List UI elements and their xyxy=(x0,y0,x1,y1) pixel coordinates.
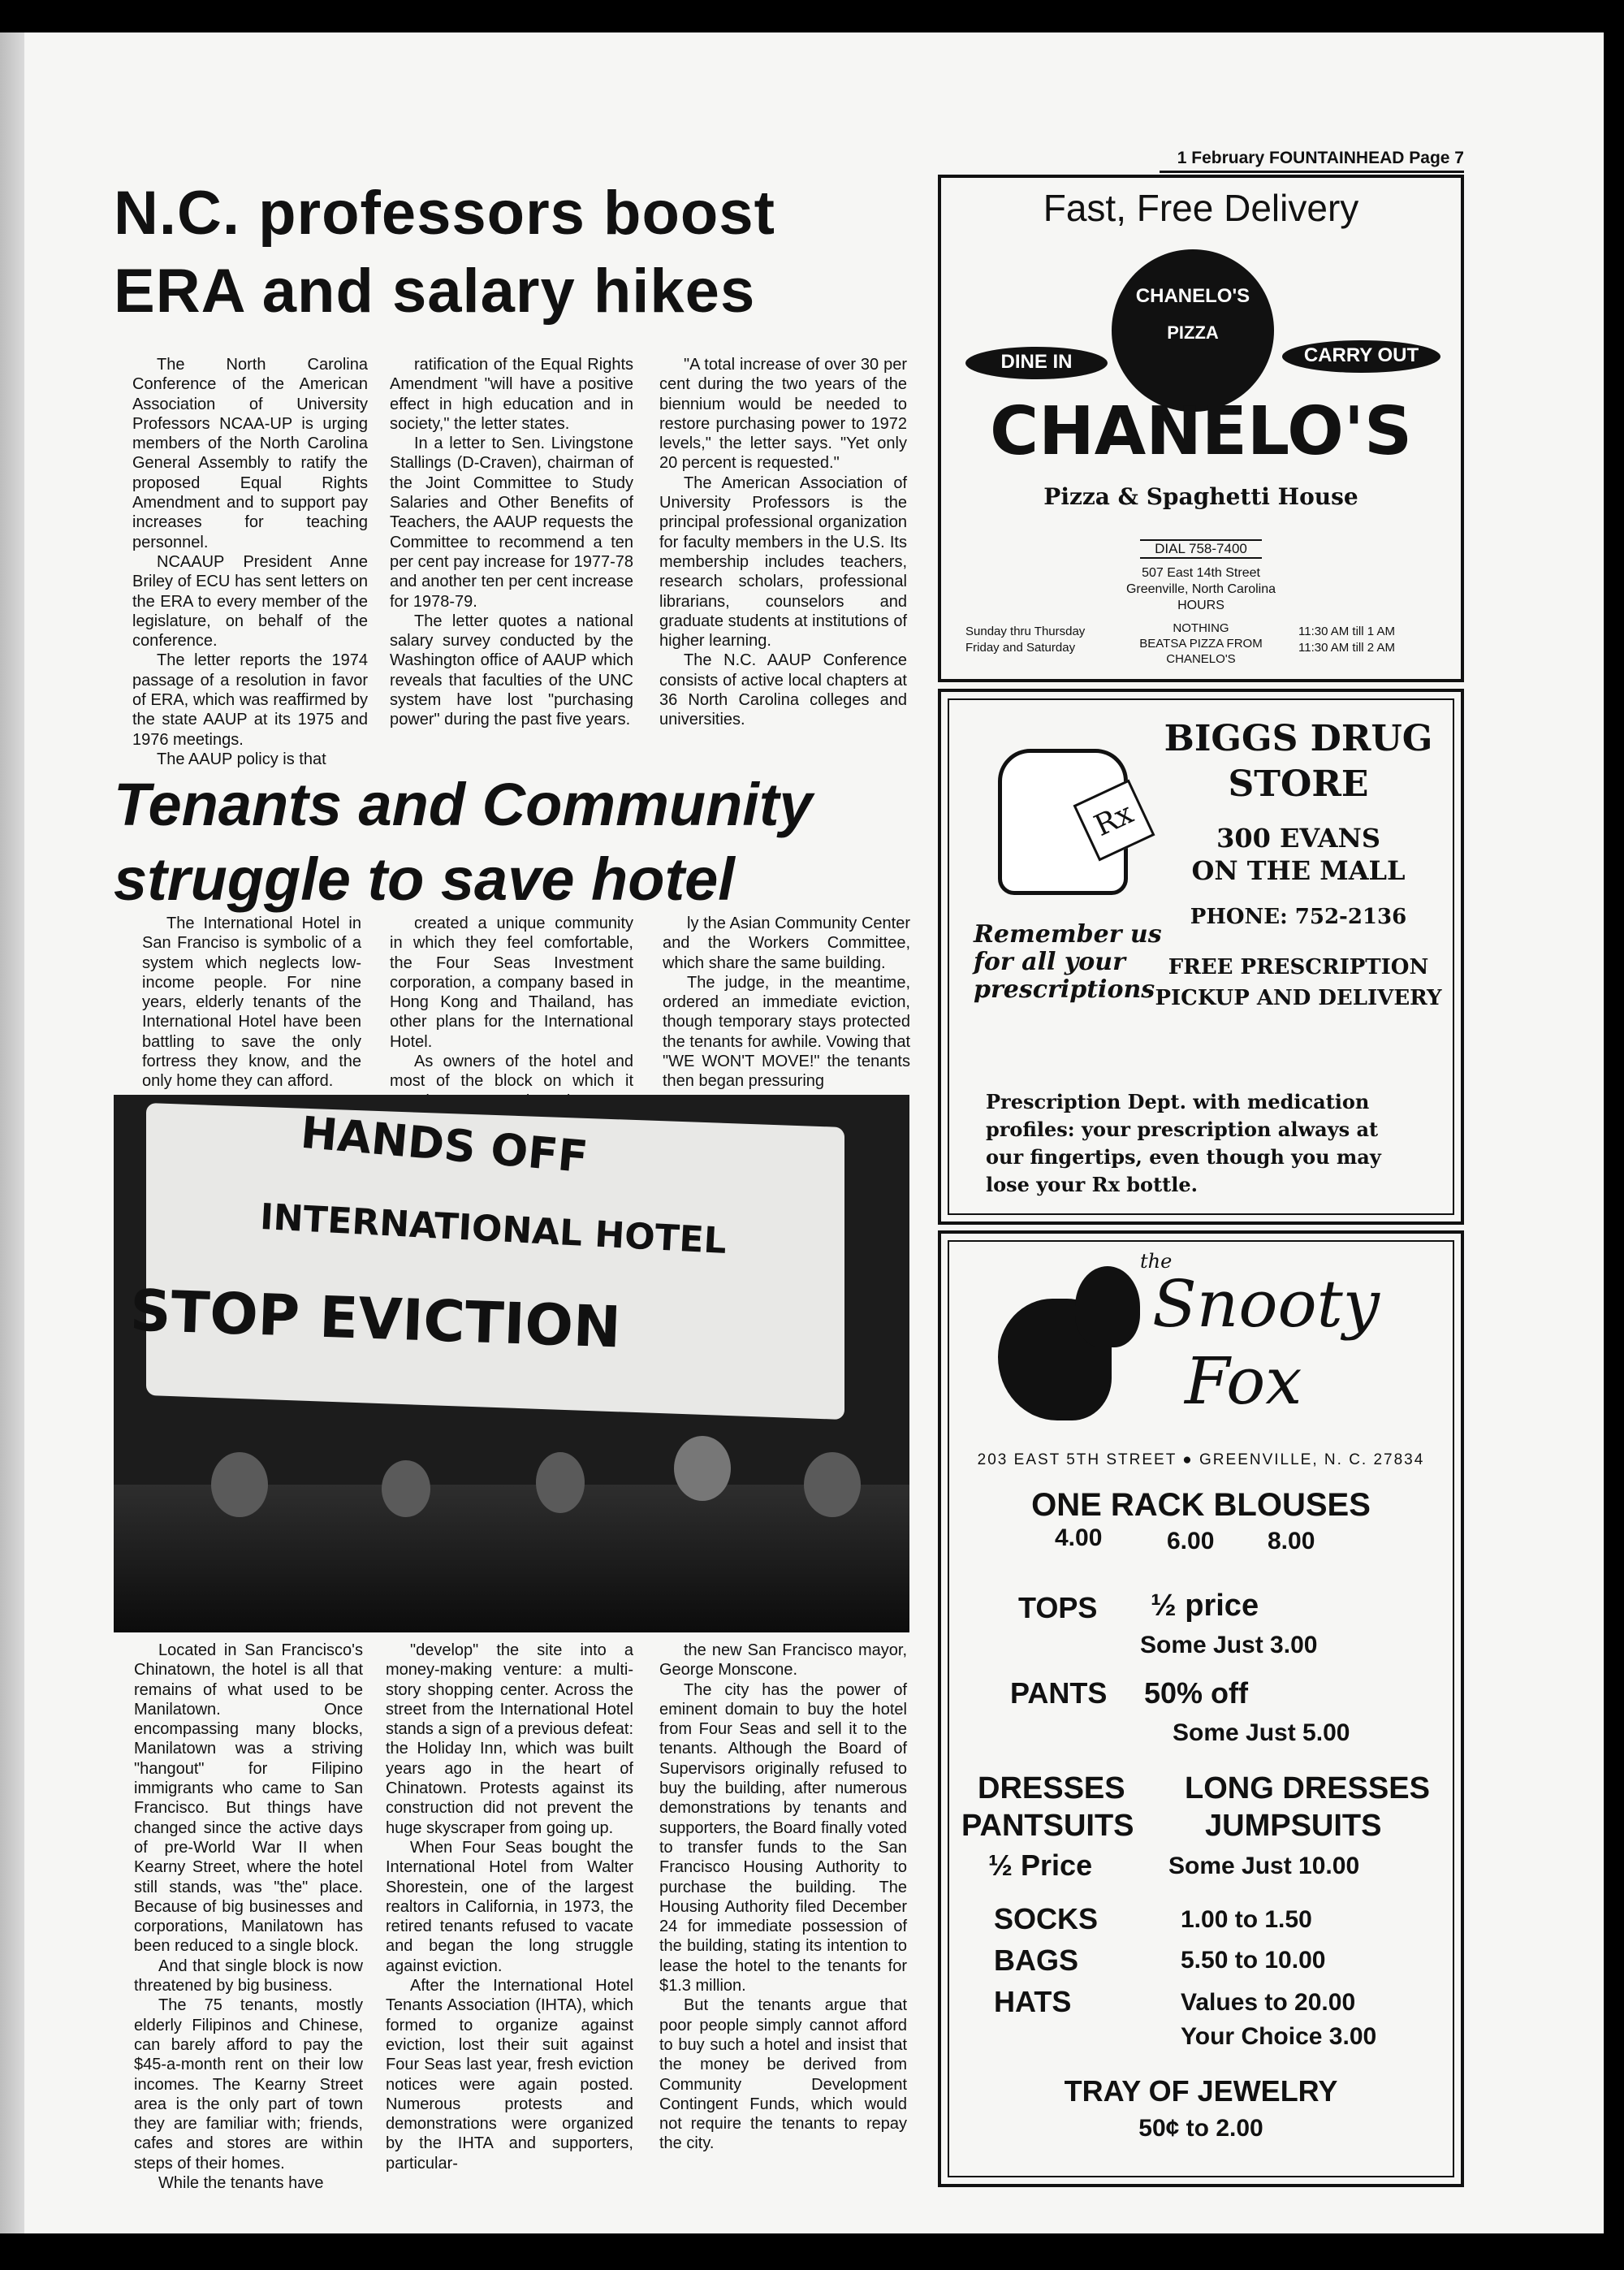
fox-hats: HATS xyxy=(994,1985,1072,2018)
chanelos-nothing: NOTHING xyxy=(1173,621,1229,635)
fox-price1: 4.00 xyxy=(1055,1524,1103,1551)
fox-pants-some: Some Just 5.00 xyxy=(1173,1719,1350,1746)
fox-choice: Your Choice 3.00 xyxy=(1181,2023,1377,2050)
story1-headline-line1: N.C. professors boost xyxy=(114,179,775,248)
fox-address: 203 EAST 5TH STREET ● GREENVILLE, N. C. 27834 xyxy=(977,1451,1425,1468)
chanelos-address2: Greenville, North Carolina xyxy=(1125,582,1276,596)
fox-pants: PANTS xyxy=(1010,1676,1108,1710)
crowd-head xyxy=(211,1452,268,1517)
fox-jumpsuits: JUMPSUITS xyxy=(1205,1809,1382,1843)
biggs-phone: PHONE: 752-2136 xyxy=(1190,905,1407,929)
carry-out-label: CARRY OUT xyxy=(1303,344,1419,366)
story1-headline-line2: ERA and salary hikes xyxy=(114,257,756,326)
fox-pants-off: 50% off xyxy=(1144,1676,1249,1710)
biggs-drug-ad xyxy=(938,689,1464,1225)
fox-price3: 8.00 xyxy=(1268,1528,1315,1554)
fox-dresses: DRESSES xyxy=(978,1771,1125,1805)
fox-name-snooty: Snooty xyxy=(1152,1266,1380,1342)
fox-head-icon xyxy=(1075,1266,1140,1347)
fox-bags-price: 5.50 to 10.00 xyxy=(1181,1947,1326,1974)
chanelos-time1: 11:30 AM till 1 AM xyxy=(1298,625,1395,638)
dine-in-label: DINE IN xyxy=(1000,351,1073,373)
fox-half-price: ½ Price xyxy=(988,1848,1093,1882)
chanelos-hours: HOURS xyxy=(1177,599,1224,612)
fox-price2: 6.00 xyxy=(1167,1528,1215,1554)
fox-long-dresses: LONG DRESSES xyxy=(1185,1771,1430,1805)
chanelos-address1: 507 East 14th Street xyxy=(1142,566,1260,580)
chanelos-days1: Sunday thru Thursday xyxy=(965,625,1086,638)
chanelos-name: CHANELO'S xyxy=(989,393,1413,470)
chanelos-beats: BEATSA PIZZA FROM xyxy=(1139,637,1263,651)
fox-hats-price: Values to 20.00 xyxy=(1181,1989,1356,2016)
fox-the: the xyxy=(1140,1250,1173,1273)
story2-top-col2: created a unique community in which they feel comfortable, the Four Seas Investment corporation, a company based in Hong Kong and Thailand, has other plans for the International Hotel. As owners of the hotel and most of the block on which it xyxy=(390,914,633,1091)
chanelos-days2: Friday and Saturday xyxy=(965,641,1076,655)
story2-bot-col2: "develop" the site into a money-making venture: a multi-story shopping center. Across the street from the International Hotel stands a sign of a previous defeat: the Holiday Inn, which was built years ago in the heart of Chinatown. Protests against its construction did not prevent the huge skyscraper from going up. When Four Seas bought the International Hotel from Walter Shorestein, one of the largest realtors in California, in 1973, the retired tenants refused to vacate and began the long struggle against eviction. After the International Hotel Tenants Association (IHTA), which formed to organize against eviction, lost their suit against Four Seas last year, fresh eviction notices were again posted. Numerous protests and demonstrations were organized by the IHTA and supporters, particular- xyxy=(386,1641,633,2173)
chanelos-from: CHANELO'S xyxy=(1166,652,1236,666)
rx-tag-icon: Rx xyxy=(1073,780,1155,862)
story2-bot-col3: the new San Francisco mayor, George Monscone. The city has the power of eminent domain to buy the hotel from Four Seas and sell it to the tenants. Although the Board of Supervisors originally refused to buy the building, after numerous demonstrations by tenants and supporters, the Board finally voted to transfer funds to the San Francisco Housing Authority to purchase the building. The Housing Authority filed December 24 for immediate possession of the building, stating its intention to lease the hotel to the tenants for $1.3 million. But the tenants argue that poor people simply cannot afford to buy such a hotel and insist that the money be derived from Community Development Contingent Funds, which would not require the tenants to repay the city. xyxy=(659,1641,907,2153)
header-page: Page 7 xyxy=(1409,149,1464,167)
fox-some10: Some Just 10.00 xyxy=(1168,1853,1360,1879)
chanelos-subtitle: Pizza & Spaghetti House xyxy=(1043,483,1358,510)
banner-text-hotel: INTERNATIONAL HOTEL xyxy=(259,1196,728,1263)
header-date: 1 February xyxy=(1177,149,1265,167)
fox-socks-price: 1.00 to 1.50 xyxy=(1181,1906,1312,1933)
chanelos-ad xyxy=(938,175,1464,682)
crowd-head xyxy=(804,1452,861,1517)
remember-script: Remember us for all your prescriptions xyxy=(974,920,1162,1004)
chanelos-time2: 11:30 AM till 2 AM xyxy=(1298,641,1395,655)
story1-headline xyxy=(114,175,926,331)
crowd-head xyxy=(382,1460,430,1517)
fox-pantsuits: PANTSUITS xyxy=(961,1809,1134,1843)
snooty-fox-ad xyxy=(938,1230,1464,2187)
story2-headline xyxy=(114,767,926,917)
crowd-head xyxy=(674,1436,731,1501)
fox-tray-price: 50¢ to 2.00 xyxy=(1138,2115,1263,2142)
chanelos-tagline: Fast, Free Delivery xyxy=(1043,187,1359,229)
fox-rack: ONE RACK BLOUSES xyxy=(1031,1487,1371,1523)
biggs-address: 300 EVANS ON THE MALL xyxy=(1191,823,1406,886)
biggs-name: BIGGS DRUG STORE xyxy=(1164,718,1433,805)
pizza-logo-sub: PIZZA xyxy=(1167,322,1219,343)
story2-headline-line1: Tenants and Community xyxy=(114,771,813,838)
story1-col2: ratification of the Equal Rights Amendment "will have a positive effect in high education and in society," the letter states. In a letter to Sen. Livingstone Stallings (D-Craven), chairman of the Joint Committee to Study Salaries and Other Benefits of Teachers, the AAUP requests the Committee to recommend a ten per cent pay increase for 1977-78 and another ten per cent increase for 1978-79. The letter quotes a national salary survey conducted by the Washington office of AAUP which reveals that faculties of the UNC system have lost "purchasing power" during the past five years. xyxy=(390,356,633,729)
story1-col3: "A total increase of over 30 per cent during the two years of the biennium would be needed to restore purchasing power to 1972 levels," the letter says. "Yet only 20 percent is requested." The American Association of University Professors is the principal professional organization for faculty members in the U.S. Its membership includes teachers, research scholars, professional librarians, counselors and graduate students at institutions of higher learning. The N.C. AAUP Conference consists of active local chapters at 36 North Carolina colleges and universities. xyxy=(659,356,907,729)
story2-headline-line2: struggle to save hotel xyxy=(114,845,735,913)
fox-bags: BAGS xyxy=(994,1944,1079,1977)
page-header xyxy=(1160,149,1464,173)
fox-name-fox: Fox xyxy=(1185,1343,1302,1419)
banner-text-hands-off: HANDS OFF xyxy=(298,1106,590,1183)
crowd-head xyxy=(536,1452,585,1513)
fox-tops-price: ½ price xyxy=(1151,1589,1259,1623)
fox-tops: TOPS xyxy=(1018,1591,1098,1624)
fox-socks: SOCKS xyxy=(994,1902,1099,1935)
fox-tray: TRAY OF JEWELRY xyxy=(1064,2074,1338,2108)
story2-top-col3: ly the Asian Community Center and the Workers Committee, which share the same building. The judge, in the meantime, ordered an immediate eviction, though temporary stays protected the tenants for awhile. Vowing that "WE WON'T MOVE!" the tenants then began pressuring xyxy=(663,914,910,1091)
header-paper: FOUNTAINHEAD xyxy=(1269,149,1405,167)
chanelos-phone: DIAL 758-7400 xyxy=(1140,539,1262,559)
story1-col1: The North Carolina Conference of the American Association of University Professors NCAA-UP is urging members of the North Carolina General Assembly to ratify the proposed Equal Rights Amendment and to support pay increases for teaching personnel. NCAAUP President Anne Briley of ECU has sent letters on the ERA to every member of the legislature, on behalf of the conference. The letter reports the 1974 passage of a resolution in favor of ERA, which was reaffirmed by the state AAUP at its 1975 and 1976 meetings. The AAUP policy is that xyxy=(132,356,368,768)
pizza-logo-text: CHANELO'S xyxy=(1135,285,1250,307)
biggs-dept-text: Prescription Dept. with medication profiles: your prescription always at our fingertips, even though you may lose your Rx bottle. xyxy=(986,1090,1381,1196)
banner-text-eviction: STOP EVICTION xyxy=(128,1277,622,1361)
fox-tops-some: Some Just 3.00 xyxy=(1140,1632,1318,1658)
story2-bot-col1: Located in San Francisco's Chinatown, the hotel is all that remains of what used to be Manilatown. Once encompassing many blocks, Manilatown was a striving "hangout" for Filipino immigrants who came to San Francisco. But things have changed since the active days of pre-World War II when Kearny Street, where the hotel still stands, was "the" place. Because of big businesses and corporations, Manilatown has been reduced to a single block. And that single block is now threatened by big business. The 75 tenants, mostly elderly Filipinos and Chinese, can barely afford to pay the $45-a-month rent on their low incomes. The Kearny Street area is the only part of town they are familiar with; friends, cafes and stores are within steps of their homes. While the tenants have xyxy=(134,1641,363,2193)
story2-top-col1: The International Hotel in San Franciso is symbolic of a system which neglects low-income people. For nine years, elderly tenants of the International Hotel have been battling to save the only fortress they know, and the only home they can afford. xyxy=(142,914,361,1091)
protest-photo xyxy=(114,1095,909,1632)
biggs-free-delivery: FREE PRESCRIPTION PICKUP AND DELIVERY xyxy=(1155,955,1442,1010)
